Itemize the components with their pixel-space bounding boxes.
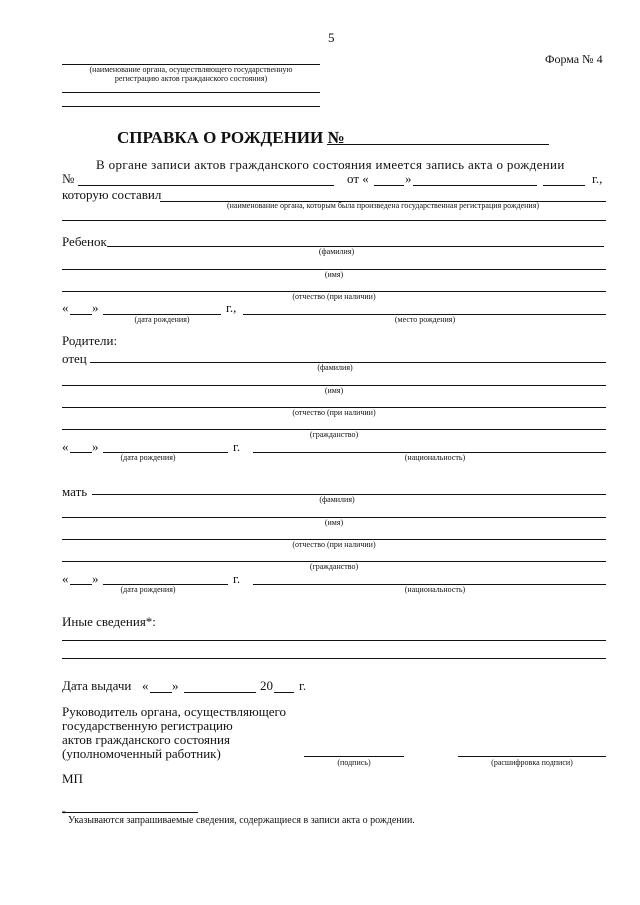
issue-date-label: Дата выдачи: [62, 678, 132, 693]
issue-day-field[interactable]: [150, 692, 172, 693]
composed-by-caption: (наименование органа, которым была произведена государственная регистрация рождения): [226, 201, 540, 210]
child-birth-close-quote: »: [92, 300, 99, 315]
head-line-4: (уполномоченный работник): [62, 746, 221, 761]
head-line-3: актов гражданского состояния: [62, 732, 230, 747]
other-info-label: Иные сведения*:: [62, 614, 156, 629]
father-birth-open-quote: «: [62, 439, 69, 454]
issue-month-field[interactable]: [184, 692, 256, 693]
composed-by-label: которую составил: [62, 187, 162, 202]
certificate-number-field[interactable]: [327, 144, 549, 145]
father-birth-day-field[interactable]: [70, 452, 92, 453]
record-day-field[interactable]: [374, 185, 404, 186]
head-line-1: Руководитель органа, осуществляющего: [62, 704, 286, 719]
mother-birth-open-quote: «: [62, 571, 69, 586]
child-patronymic-caption: (отчество (при наличии): [292, 292, 376, 301]
footnote-divider: [62, 812, 198, 813]
signature-decode-field[interactable]: [458, 756, 606, 757]
mother-surname-caption: (фамилия): [319, 495, 355, 504]
mother-patronymic-caption: (отчество (при наличии): [292, 540, 376, 549]
intro-from: от «: [347, 171, 369, 186]
child-label: Ребенок: [62, 234, 107, 249]
issue-open-quote: «: [142, 678, 149, 693]
signature-caption: (подпись): [337, 758, 371, 767]
mother-label: мать: [62, 484, 88, 499]
child-birth-year: г.,: [226, 300, 237, 315]
child-surname-caption: (фамилия): [318, 247, 355, 256]
signature-field[interactable]: [304, 756, 404, 757]
father-birth-year: г.: [233, 439, 241, 454]
authority-caption-2: регистрацию актов гражданского состояния): [114, 74, 268, 83]
footnote-mark: *: [62, 809, 66, 818]
intro-quote-close: »: [405, 171, 412, 186]
parents-label: Родители:: [62, 333, 118, 348]
issue-year-suffix: г.: [299, 678, 307, 693]
page-number: 5: [328, 30, 335, 45]
authority-field-2[interactable]: [62, 92, 320, 93]
issue-year-prefix: 20: [260, 678, 273, 693]
father-birth-close-quote: »: [92, 439, 99, 454]
father-name-caption: (имя): [324, 386, 344, 395]
issue-close-quote: »: [172, 678, 179, 693]
child-birth-open-quote: «: [62, 300, 69, 315]
intro-year-suffix: г.,: [592, 171, 603, 186]
mother-birth-day-field[interactable]: [70, 584, 92, 585]
signature-decode-caption: (расшифровка подписи): [491, 758, 573, 767]
stamp-label: МП: [62, 771, 83, 786]
page-title: СПРАВКА О РОЖДЕНИИ №: [117, 128, 345, 147]
record-year-field[interactable]: [543, 185, 585, 186]
record-number-field[interactable]: [78, 185, 334, 186]
record-month-field[interactable]: [413, 185, 537, 186]
father-surname-caption: (фамилия): [317, 363, 353, 372]
mother-citizenship-caption: (гражданство): [309, 562, 359, 571]
intro-number-sign: №: [62, 171, 75, 186]
intro-text: В органе записи актов гражданского состояния имеется запись акта о рождении: [96, 157, 565, 172]
mother-birth-year: г.: [233, 571, 241, 586]
other-info-field-2[interactable]: [62, 658, 606, 659]
head-line-2: государственную регистрацию: [62, 718, 233, 733]
mother-birth-close-quote: »: [92, 571, 99, 586]
footnote-text: Указываются запрашиваемые сведения, содержащиеся в записи акта о рождении.: [68, 815, 415, 826]
father-citizenship-caption: (гражданство): [309, 430, 359, 439]
child-birth-date-caption: (дата рождения): [134, 315, 190, 324]
mother-birth-date-caption: (дата рождения): [120, 585, 176, 594]
authority-caption-1: (наименование органа, осуществляющего государственную: [89, 65, 293, 74]
composed-by-field-2[interactable]: [62, 220, 606, 221]
other-info-field-1[interactable]: [62, 640, 606, 641]
mother-nationality-caption: (национальность): [404, 585, 466, 594]
child-birth-place-caption: (место рождения): [394, 315, 456, 324]
father-birth-date-caption: (дата рождения): [120, 453, 176, 462]
child-birth-day-field[interactable]: [70, 314, 92, 315]
authority-field-3[interactable]: [62, 106, 320, 107]
father-nationality-caption: (национальность): [404, 453, 466, 462]
issue-year-field[interactable]: [274, 692, 294, 693]
form-number: Форма № 4: [545, 52, 603, 66]
mother-name-caption: (имя): [324, 518, 344, 527]
father-label: отец: [62, 351, 87, 366]
child-name-caption: (имя): [324, 270, 344, 279]
father-patronymic-caption: (отчество (при наличии): [292, 408, 376, 417]
